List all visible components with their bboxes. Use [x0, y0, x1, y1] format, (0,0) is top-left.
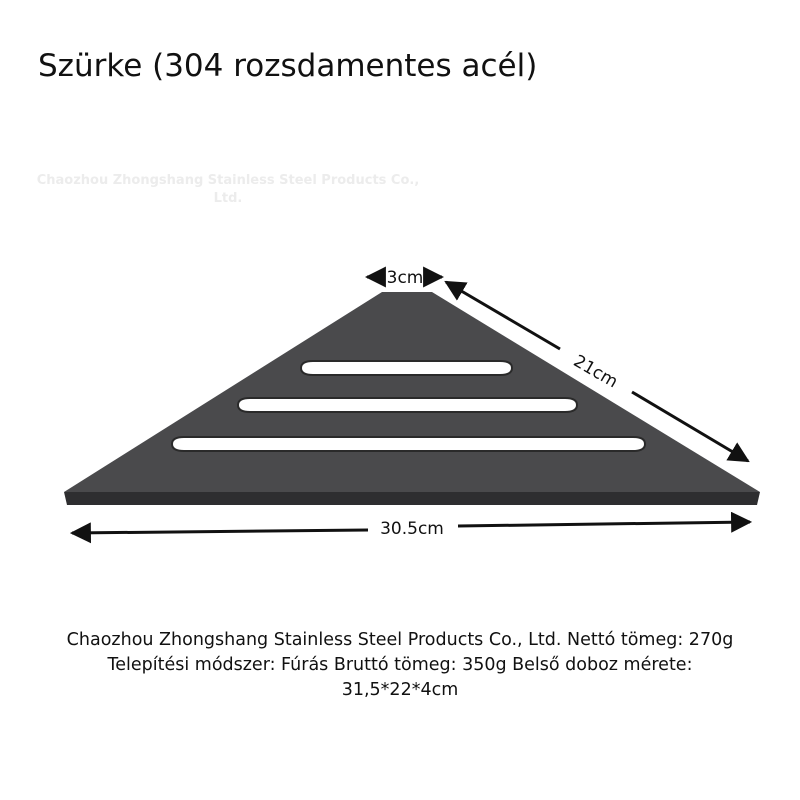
shelf-front-edge: [64, 492, 760, 505]
product-title: Szürke (304 rozsdamentes acél): [38, 48, 538, 84]
watermark-text: Chaozhou Zhongshang Stainless Steel Products Co., Ltd.: [36, 173, 420, 206]
shelf-slot-top: [301, 361, 512, 375]
product-description: Chaozhou Zhongshang Stainless Steel Products Co., Ltd. Nettó tömeg: 270g Telepítési módszer: Fúrás Bruttó tömeg: 350g Belső doboz mérete: 31,5*22*4cm: [66, 630, 734, 700]
shelf-slot-middle: [238, 398, 577, 412]
top-width-label: 3cm: [386, 268, 424, 288]
base-length-label: 30.5cm: [380, 519, 444, 539]
base-length-arrow-left: [72, 530, 368, 533]
base-length-arrow-right: [458, 522, 750, 526]
corner-shelf-body: [64, 292, 760, 492]
shelf-slot-bottom: [172, 437, 645, 451]
side-length-label: 21cm: [569, 351, 622, 393]
